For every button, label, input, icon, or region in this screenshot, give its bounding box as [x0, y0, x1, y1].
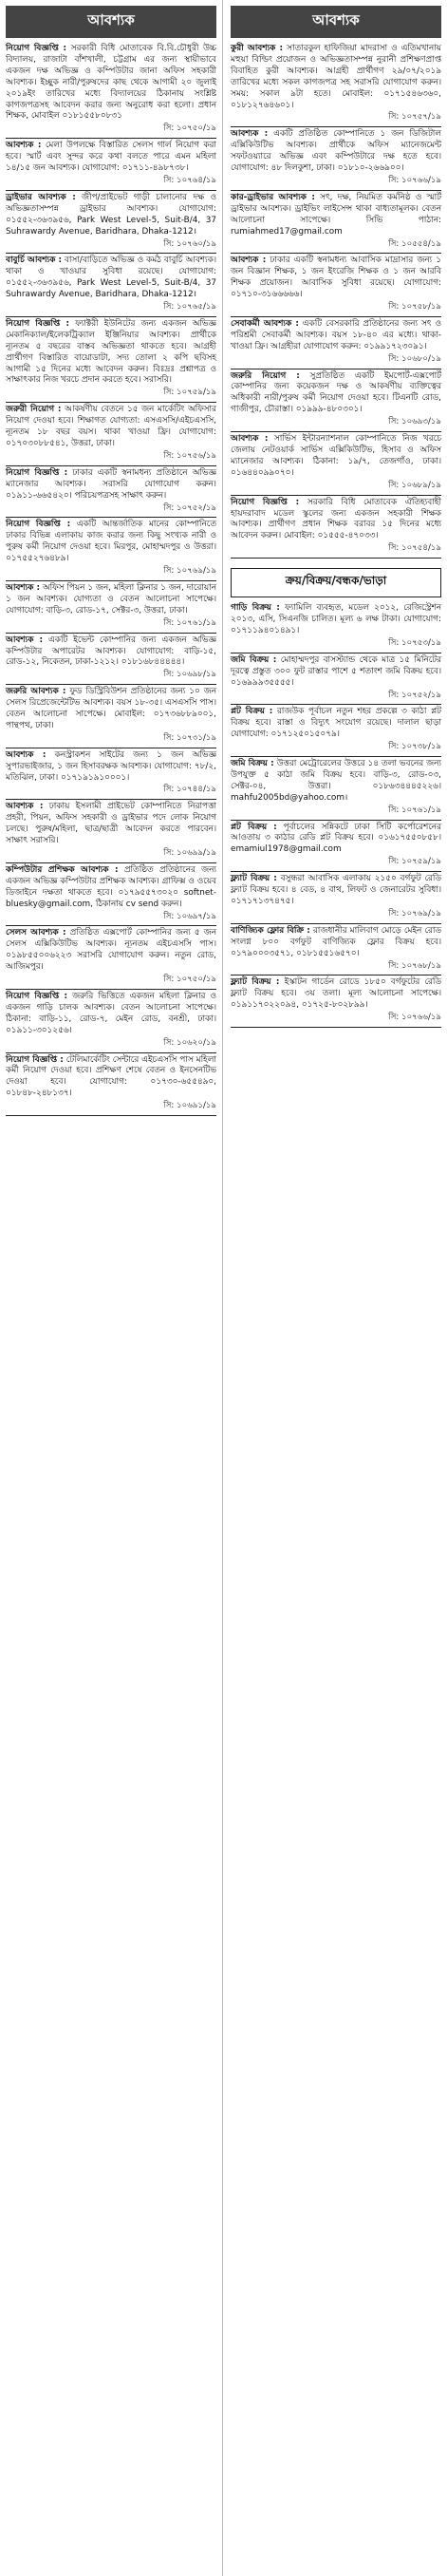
- ad-heading: জমি বিক্রয় :: [231, 654, 277, 665]
- classified-ad: [231, 254, 441, 317]
- ad-reference-code: সি: ১০৭৫০/১৯: [163, 123, 216, 134]
- ad-heading: কম্পিউটার প্রশিক্ষক আবশ্যক :: [6, 864, 119, 875]
- classified-ad: [231, 821, 441, 873]
- ad-body: প্রতিষ্ঠিত এক্সপোর্ট কোম্পানির জন্য ৫ জন সেলস এক্সিকিউটিভ আবশ্যক। ন্যূনতম এইচএসসি পাস। ০১৯৮৫৫০০৬২২৩ সরাসরি যোগাযোগ করুন। নতুন রোড, আজিমপুর।: [6, 928, 217, 973]
- ad-body: সাতারকুল হাফিজিয়া মাদরাসা ও এতিমখানায় মহুয়া বিল্ডিং প্রয়োজন ও অভিজ্ঞতাসম্পন্ন নুরানী প্রশিক্ষণপ্রাপ্ত বিবাহিত কুরী আবশ্যক। আগ্রহী প্রার্থীগণ ২৯/০৭/২০১৯ তারিখের মধ্যে সকল কাগজপত্র সহ সরাসরি যোগাযোগ করুন। সময়: সকাল ৯টা হতে। মোবাইল: ০১৭১৫৪৬৩৬০, ০১৮১২৭৬৪৬০১।: [231, 44, 441, 110]
- left-section-header: আবশ্যক: [6, 6, 216, 38]
- ad-heading: নিয়োগ বিজ্ঞপ্তি :: [6, 991, 68, 1001]
- ad-body: পূর্বাচলের সন্নিকটে ঢাকা সিটি কর্পোরেশনের আওতায় ৩ কাঠার রেডি প্লট বিক্রয় হবে। ০১৬১৭৫৫০৮৫৮। emamiul1978@gmail.com: [231, 822, 441, 855]
- classified-ad: [231, 432, 441, 496]
- ad-heading: জরুরি আবশ্যক :: [6, 687, 66, 697]
- ad-heading: আবশ্যক :: [231, 256, 267, 266]
- ad-heading: সেলস আবশ্যক :: [6, 928, 66, 938]
- ad-body: রাজউক পূর্বাচল নতুন শহর প্রকল্পে ৩ কাঠা প্লট বিক্রয় হবে। রাস্তা ও বিদ্যুৎ সংযোগ রয়েছে। দালাল ছাড়া যোগাযোগ: ০১৭১২৫০১৫০৭৯।: [231, 707, 441, 740]
- ad-reference-code: সি: ১০৭৫৩/১৯: [388, 637, 441, 648]
- ad-heading: ফ্ল্যাট বিক্রয় :: [231, 977, 280, 988]
- ad-body: জরুরি ভিত্তিতে একজন মহিলা ক্লিনার ও একজন গাড়ি চালক আবশ্যক। বেতন আলোচনা সাপেক্ষে। ঠিকানা: বাড়ি-১১, রোড-৭, মেইন রোড, বনশ্রী, ঢাকা। ০১৯১১-৩০১২৫৬।: [6, 991, 217, 1035]
- ad-reference-code: সি: ১০৭৬০/১৯: [163, 238, 216, 249]
- ad-reference-code: সি: ১০৭৬১/১৯: [388, 805, 441, 815]
- ad-reference-code: সি: ১০৭৬১/১৯: [163, 617, 216, 628]
- ad-heading: প্লট বিক্রয় :: [231, 822, 277, 832]
- ad-reference-code: সি: ১০৭৫৯/১৯: [388, 857, 441, 867]
- ad-reference-code: সি: ১০৭৬৫/১৯: [163, 302, 216, 313]
- ad-body: একটি আন্তর্জাতিক মানের কোম্পানিতে ঢাকার বিভিন্ন এলাকায় কাজ করার জন্য কিছু সংখ্যক নারী ও পুরুষ কর্মী নিয়োগ দেওয়া হবে। মিরপুর, মোহাম্মদপুর ও উত্তরা। ০১৭৫৫২৭৬৪৮৯।: [6, 520, 216, 564]
- classified-ad: [6, 926, 216, 990]
- ad-heading: আবশ্যক :: [6, 141, 42, 151]
- ad-body: একটি বেসরকারি প্রতিষ্ঠানের জন্য সৎ ও পরিশ্রমী সেবাকর্মী আবশ্যক। বয়স ১৮-৪০ এর মধ্যে। থাকা-খাওয়া ফ্রি। আগ্রহীরা যোগাযোগ করুন: ০১৯৯১৭২৩০৯১।: [231, 318, 441, 351]
- ad-body: বসুন্ধরা আবাসিক এলাকায় ২১৫০ বর্গফুট রেডি ফ্ল্যাট বিক্রয় হবে। ৪ বেড, ৪ বাথ, লিফট ও জেনারেটর সুবিধা। ০১৭১৭১৩৭৪৭৫।: [231, 874, 441, 906]
- classified-ad: [231, 317, 441, 369]
- classified-ad: [6, 42, 216, 139]
- ad-reference-code: সি: ১০৭৬৬/১৯: [388, 175, 441, 185]
- classified-ad: [231, 924, 441, 976]
- ad-heading: আবশ্যক :: [6, 749, 47, 760]
- classified-ad: [6, 518, 216, 581]
- ad-heading: কুরী আবশ্যক :: [231, 44, 284, 53]
- classified-ad: [231, 496, 441, 559]
- ad-reference-code: সি: ১০৭৫০/১৯: [163, 975, 216, 985]
- classified-ad: [6, 581, 216, 634]
- classified-ad: [6, 800, 216, 863]
- right-ads-list: [231, 42, 441, 559]
- ad-heading: আবশ্যক :: [231, 129, 269, 140]
- ad-body: সৎ, দক্ষ, নিয়মিত কর্মনিষ্ঠ ও স্মার্ট ড্রাইভার আবশ্যক। ড্রাইভিং লাইসেন্স থাকা বাধ্যতামূলক। বেতন আলোচনা সাপেক্ষে। সিভি পাঠান: rumiahmed17@gmail.com: [231, 192, 442, 237]
- ad-body: ঢাকার একটি স্বনামধন্য প্রতিষ্ঠানে অভিজ্ঞ ম্যানেজার আবশ্যক। সরাসরি যোগাযোগ করুন। ০১৯১১-৬৬৫৪২০। পরিচয়পত্রসহ সাক্ষাৎ করুন।: [6, 467, 216, 501]
- ad-body: আকর্ষণীয় বেতনে ১৫ জন মার্কেটিং অফিসার নিয়োগ দেওয়া হবে। শিক্ষাগত যোগ্যতা: এসএসসি/এইচএসসি, ন্যূনতম ১৮ বছর বয়স। থাকা খাওয়া ফ্রি। যোগাযোগ: ০১৭০৩০৮৮৫৪১, উত্তরা, ঢাকা।: [6, 405, 217, 448]
- ad-heading: আবশ্যক :: [6, 635, 44, 645]
- left-ads-list: [6, 42, 216, 1116]
- ad-reference-code: সি: ১০৬৯৮/১৯: [163, 670, 216, 680]
- classified-ad: [6, 1053, 216, 1117]
- ad-reference-code: সি: ১০৬৯৭/১৯: [163, 911, 216, 921]
- ad-body: সরকারি বিধি মোতাবেক ঐতিহ্যবাহী হায়দরাবাদ মডেল স্কুলের জন্য একজন সহকারী শিক্ষক আবশ্যক। প্রার্থীগণ প্রধান শিক্ষক বরাবর ১৫ দিনের মধ্যে আবেদন করুন। মোবাইল: ০১৫৫৫-৪৭০৩৩।: [231, 497, 441, 541]
- ad-reference-code: সি: ১০৭৫৯/১৯: [163, 388, 216, 398]
- classified-ad: [231, 191, 441, 255]
- ad-heading: বাণিজ্যিক ফ্লোর বিক্রি :: [231, 925, 310, 936]
- ad-heading: সেবাকর্মী আবশ্যক :: [231, 318, 299, 329]
- column-divider: [222, 0, 223, 2576]
- classified-ad: [231, 975, 441, 1028]
- ad-reference-code: সি: ১০৬৯৩/১৯: [388, 417, 441, 427]
- ad-body: মেলা উপলক্ষে বিস্তারিত সেলস গার্ল নিয়োগ করা হবে। স্মার্ট এবং সুন্দর করে কথা বলতে পারে এমন মহিলা ১৪/১৫ জন আবশ্যক। যোগাযোগ: ০১৭১১-৪৯৮৭৩৮।: [6, 141, 217, 174]
- ad-body: কনস্ট্রাকশন সাইটের জন্য ১ জন অভিজ্ঞ সুপারভাইজার, ১ জন হিসাবরক্ষক আবশ্যক। যোগাযোগ: ৭৮/২, মতিঝিল, ঢাকা। ০১৭১৯১৯১০০০১।: [6, 749, 216, 783]
- ad-body: অফিস পিয়ন ১ জন, মহিলা ক্লিনার ১ জন, দারোয়ান ১ জন আবশ্যক। যোগ্যতা ও বেতন আলোচনা সাপেক্ষে। যোগাযোগ: বাড়ি-৩, রোড-১৭, সেক্টর-৩, উত্তরা, ঢাকা।: [6, 582, 217, 616]
- ad-body: সার্ভিস ইন্টারন্যাশনাল কোম্পানিতে নিজ খরচে জেলায় নেটওয়ার্ক সার্ভিস এক্সিকিউটিভ, হিসাব ও অফিস ম্যানেজার আবশ্যক। ঠিকানা: ১৯/৭, তেজগাঁও, ঢাকা। ০১৬৪৪০৯৯০৭০।: [231, 434, 441, 478]
- ad-body: ফ্যামিলি ব্যবহৃত, মডেল ২০১২, রেজিস্ট্রেশন ২০১৩, এসি, সিএনজি চালিত। মূল্য ৬ লক্ষ টাকা। যোগাযোগ: ০১৭১১৯৪০১৪৯১।: [231, 603, 442, 635]
- ad-reference-code: সি: ১০৬৮৯/১৯: [388, 480, 441, 490]
- classified-ad: [6, 403, 216, 466]
- ad-body: ঢাকায় ইসলামী প্রাইভেট কোম্পানিতে নিরাপত্তা প্রহরী, পিয়ন, অফিস সহকারী ও ড্রাইভার পদে লোক নিয়োগ চলছে। পুরুষ/মহিলা, ছাত্র/ছাত্রী আবেদন করতে পারবেন। সাক্ষাৎ সরাসরি।: [6, 802, 216, 846]
- classified-ad: [6, 863, 216, 927]
- ad-reference-code: সি: ১০৬৯১/১৯: [163, 1101, 216, 1111]
- classified-ad: [6, 139, 216, 191]
- ad-body: একটি ইভেন্ট কোম্পানির জন্য একজন অভিজ্ঞ কম্পিউটার অপারেটর আবশ্যক। যোগাযোগ: বাড়ি-১৫, রোড-১২, নিকেতন, ঢাকা-১২১২। ০১৮১৬৮৪৪৪৪৪।: [6, 635, 216, 668]
- ad-reference-code: সি: ১০৭৪৪/১৯: [163, 785, 216, 795]
- sale-section-header: ক্রয়/বিক্রয়/বন্ধক/ভাড়া: [231, 568, 441, 597]
- ad-heading: প্লট বিক্রয় :: [231, 707, 273, 717]
- ad-heading: আবশ্যক :: [6, 582, 41, 593]
- classified-ad: [231, 127, 441, 191]
- classified-ad: [231, 42, 441, 127]
- ad-body: রাজধানীর মালিবাগ মোড়ে মেইন রোড সংলগ্ন ৮০০ বর্গফুট বাণিজ্যিক ফ্লোর বিক্রয় হবে। ০১৭৯০০০৩৫৭১, ০১৮১৫৫১৬৫৭০।: [231, 925, 441, 958]
- ad-heading: গাড়ি বিক্রয় :: [231, 603, 280, 614]
- ad-reference-code: সি: ১০৭৬৯/১৯: [163, 566, 216, 577]
- ad-reference-code: সি: ১০৬২০/১৯: [163, 1037, 216, 1048]
- ad-heading: জরুরী নিয়োগ :: [6, 405, 62, 415]
- sale-ads-list: [231, 601, 441, 1028]
- ad-heading: জরুরি নিয়োগ :: [231, 370, 300, 381]
- ad-heading: আবশ্যক :: [6, 802, 44, 812]
- ad-reference-code: সি: ১০৭৬৮/১৯: [388, 960, 441, 971]
- ad-body: একটি প্রতিষ্ঠিত কোম্পানিতে ১ জন ডিজিটাল এক্সিকিউটিভ আবশ্যক। প্রার্থীকে অফিস ম্যানেজমেন্ট সফটওয়্যারে অভিজ্ঞ এবং কম্পিউটারে দক্ষ হতে হবে। যোগাযোগ: ৪৮ দিলকুশা, ঢাকা। ০১৮১০-২৬৬৯০০।: [231, 129, 441, 174]
- ad-body: জীপ/প্রাইভেট গাড়ী চালানোর দক্ষ ও অভিজ্ঞতাসম্পন্ন ড্রাইভার আবশ্যক। যোগাযোগ: ০১৫৫২-৩৬৩৯৫৬, Park West Level-5, Suit-B/4, 37 Suhrawardy Avenue, Baridhara, Dhaka-1212।: [6, 192, 216, 237]
- ad-reference-code: সি: ১০৬৮০/১৯: [388, 353, 441, 364]
- classified-ad: [6, 254, 216, 317]
- ad-reference-code: সি: ১০৭৫৮/১৯: [388, 302, 441, 313]
- classified-ad: [6, 990, 216, 1053]
- ad-reference-code: সি: ১০৭৫২/১৯: [388, 690, 441, 700]
- ad-heading: নিয়োগ বিজ্ঞপ্তি :: [6, 520, 71, 530]
- ad-body: প্রতিষ্ঠিত প্রতিষ্ঠানের জন্য একজন অভিজ্ঞ কম্পিউটার প্রশিক্ষক আবশ্যক। গ্রাফিক্স ও ওয়েব ডিজাইনে দক্ষতা থাকতে হবে। ০১৭৯৫৫৭৩০২০ softnet-bluesky@gmail.com, ঠিকানায় cv send করুন।: [6, 864, 216, 909]
- ad-reference-code: সি: ১০৭৫৪/১৯: [388, 543, 441, 554]
- classified-ad: [231, 705, 441, 757]
- ad-body: ঢাকার একটি স্বনামধন্য আবাসিক মাদ্রাসার জন্য ১ জন বিজ্ঞান শিক্ষক, ১ জন ইংরেজি শিক্ষক ও ১ জন আরবি শিক্ষক প্রয়োজন। আবাসিক সুবিধা রয়েছে। যোগাযোগ: ০১৭১০-৩১৬৬৬৬৬।: [231, 256, 441, 300]
- ad-reference-code: সি: ১০৭৬৪/১৯: [163, 175, 216, 185]
- ad-heading: নিয়োগ বিজ্ঞপ্তি :: [6, 1054, 64, 1065]
- ad-body: ফুড ডিস্ট্রিবিউশন প্রতিষ্ঠানের জন্য ১০ জন সেলস রিপ্রেজেন্টেটিভ আবশ্যক। বয়স ১৮-৩৫। এসএসসি পাস। বেতন আলোচনা সাপেক্ষে। মোবাইল: ০১৭৩৬৮৮৯০০১, পান্থপথ, ঢাকা।: [6, 687, 216, 730]
- ad-reference-code: সি: ১০৫৫৪/১৯: [388, 238, 441, 249]
- ad-body: মোহাম্মদপুর বাসস্ট্যান্ড থেকে মাত্র ১৫ মিনিটের দূরত্বে প্রস্তুত ৩০০ ফুট রাস্তার পাশে ৫ শতাংশ জমি বিক্রয় হবে। ০১৬৯৯৯৩৫৫৫৫।: [231, 654, 441, 688]
- ad-reference-code: সি: ১০৭৬৯/১৯: [388, 908, 441, 919]
- ad-body: বাসা/বাড়িতে অভিজ্ঞ ও কর্মঠ বাবুর্চি আবশ্যক। থাকা ও খাওয়ার সুবিধা রয়েছে। যোগাযোগ: ০১৫৫২-৩৬৩৯৫৬, Park West Level-5, Suit-B/4, 37 Suhrawardy Avenue, Baridhara, Dhaka-1212।: [6, 256, 216, 300]
- ad-heading: নিয়োগ বিজ্ঞপ্তি :: [6, 467, 68, 478]
- ad-reference-code: সি: ১০৭৩৮/১৯: [388, 742, 441, 752]
- right-column: [231, 6, 441, 1028]
- classified-ad: [231, 369, 441, 433]
- ad-body: টেলিমার্কেটিং সেন্টারে এইচএসসি পাস মহিলা কর্মী নিয়োগ দেওয়া হবে। প্রশিক্ষণ শেষে বেতন ও ইনসেনটিভ দেওয়া হবে। যোগাযোগ: ০১৭৩০-৬৫৫৪৯০, ০১৮৪৮-২৪৮১৩৭।: [6, 1054, 216, 1099]
- classified-ad: [6, 634, 216, 686]
- ad-reference-code: সি: ১০৭৩১/১৯: [163, 732, 216, 743]
- ad-body: ইস্কাটন গার্ডেন রোডে ১৮৫০ বর্গফুটের রেডি ফ্ল্যাট বিক্রয় হবে। ৩য় তলা। মূল্য আলোচনা সাপেক্ষে। ০১৯১১৭০২২০৯৪, ০১৭২৫-৮০২৮৯৯।: [231, 977, 442, 1011]
- ad-body: উত্তরা মেট্রোরেলের উত্তরে ১৪ তলা ভবনের জন্য উপযুক্ত ৫ কাঠা জমি বিক্রয় হবে। বাড়ি-৩, রোড-০৩, সেক্টর-০৪, উত্তরা। ০১৮৬৩৪৪৪৫২২৬। mahfu2005bd@yahoo.com।: [231, 759, 441, 803]
- classified-ad: [6, 748, 216, 801]
- classified-ad: [231, 601, 441, 653]
- classified-ad: [231, 653, 441, 706]
- ad-heading: কার-ড্রাইভার আবশ্যক :: [231, 192, 315, 202]
- left-column: [6, 6, 216, 1116]
- ad-heading: জমি বিক্রয় :: [231, 759, 274, 769]
- right-section-header: আবশ্যক: [231, 6, 441, 38]
- ad-heading: নিয়োগ বিজ্ঞপ্তি :: [231, 497, 300, 507]
- ad-heading: ড্রাইভার আবশ্যক :: [6, 192, 76, 202]
- ad-reference-code: সি: ১০৭৫৭/১৯: [388, 112, 441, 123]
- ad-reference-code: সি: ১০৭৬৬/১৯: [388, 1013, 441, 1023]
- ad-heading: নিয়োগ বিজ্ঞপ্তি :: [6, 44, 67, 53]
- ad-heading: ফ্ল্যাট বিক্রয় :: [231, 874, 277, 884]
- ad-reference-code: সি: ১০৭৫৬/১৯: [163, 450, 216, 461]
- ad-reference-code: সি: ১০৭৫২/১৯: [163, 502, 216, 513]
- ad-reference-code: সি: ১০৬৯৯/১৯: [163, 848, 216, 858]
- classified-ad: [231, 872, 441, 924]
- ad-heading: আবশ্যক :: [231, 434, 269, 445]
- classified-ad: [6, 317, 216, 403]
- ad-body: ফ্যাক্টরী ইউনিটের জন্য একজন অভিজ্ঞ মেকানিক্যাল/ইলেকট্রিক্যাল ইঞ্জিনিয়ার আবশ্যক। প্রার্থীকে ন্যূনতম ৫ বছরের বাস্তব অভিজ্ঞতা থাকতে হবে। আগ্রহী প্রার্থীগণ বিস্তারিত বায়োডাটা, সদ্য তোলা ২ কপি ছবিসহ আগামী ১৫ দিনের মধ্যে আবেদন করুন। বিঃদ্রঃ প্রশ্নাপত্র ও সাক্ষাৎকার নিজ খরচে প্রদান করতে হবে। সরাসরি।: [6, 318, 217, 386]
- ad-heading: নিয়োগ বিজ্ঞপ্তি :: [6, 318, 70, 329]
- ad-body: সরকারী বিধি মোতাবেক বি.বি.চৌধুরী উচ্চ বিদ্যালয়, রাজাটা বাঁশখালী, চট্টগ্রাম এর জন্য স্থায়ীভাবে একজন দক্ষ অভিজ্ঞ ও কম্পিউটার জানা অফিস সহকারী আবশ্যক। ইচ্ছুক নারী/পুরুষদের কাছ থেকে আগামী ২০ জুলাই ২০১৯ইং তারিখের মধ্যে বিদ্যালয়ের ঠিকানায় সংশ্লিষ্ট কাগজপত্রসহ আবেদন করার জন্য অনুরোধ করা হলো। প্রধান শিক্ষক, মোবাইল ০১৮১৫৫৮০৮৩১: [6, 44, 216, 122]
- ad-body: সুপ্রতিষ্ঠিত একটি ইমপোর্ট-এক্সপোর্ট কোম্পানির জন্য কয়েকজন দক্ষ ও আকর্ষণীয় ব্যক্তিত্বের অধিকারী নারী/পুরুষ কর্মী নিয়োগ দেওয়া হবে। টিএনটি রোড, গাজীপুর, চৌরাস্তা। ০১৯৯৯-৪৮০৩০১।: [231, 370, 442, 415]
- classified-ad: [6, 191, 216, 255]
- classified-ad: [231, 757, 441, 821]
- ad-heading: বাবুর্চি আবশ্যক :: [6, 256, 62, 266]
- classified-ad: [6, 685, 216, 748]
- classified-ad: [6, 466, 216, 519]
